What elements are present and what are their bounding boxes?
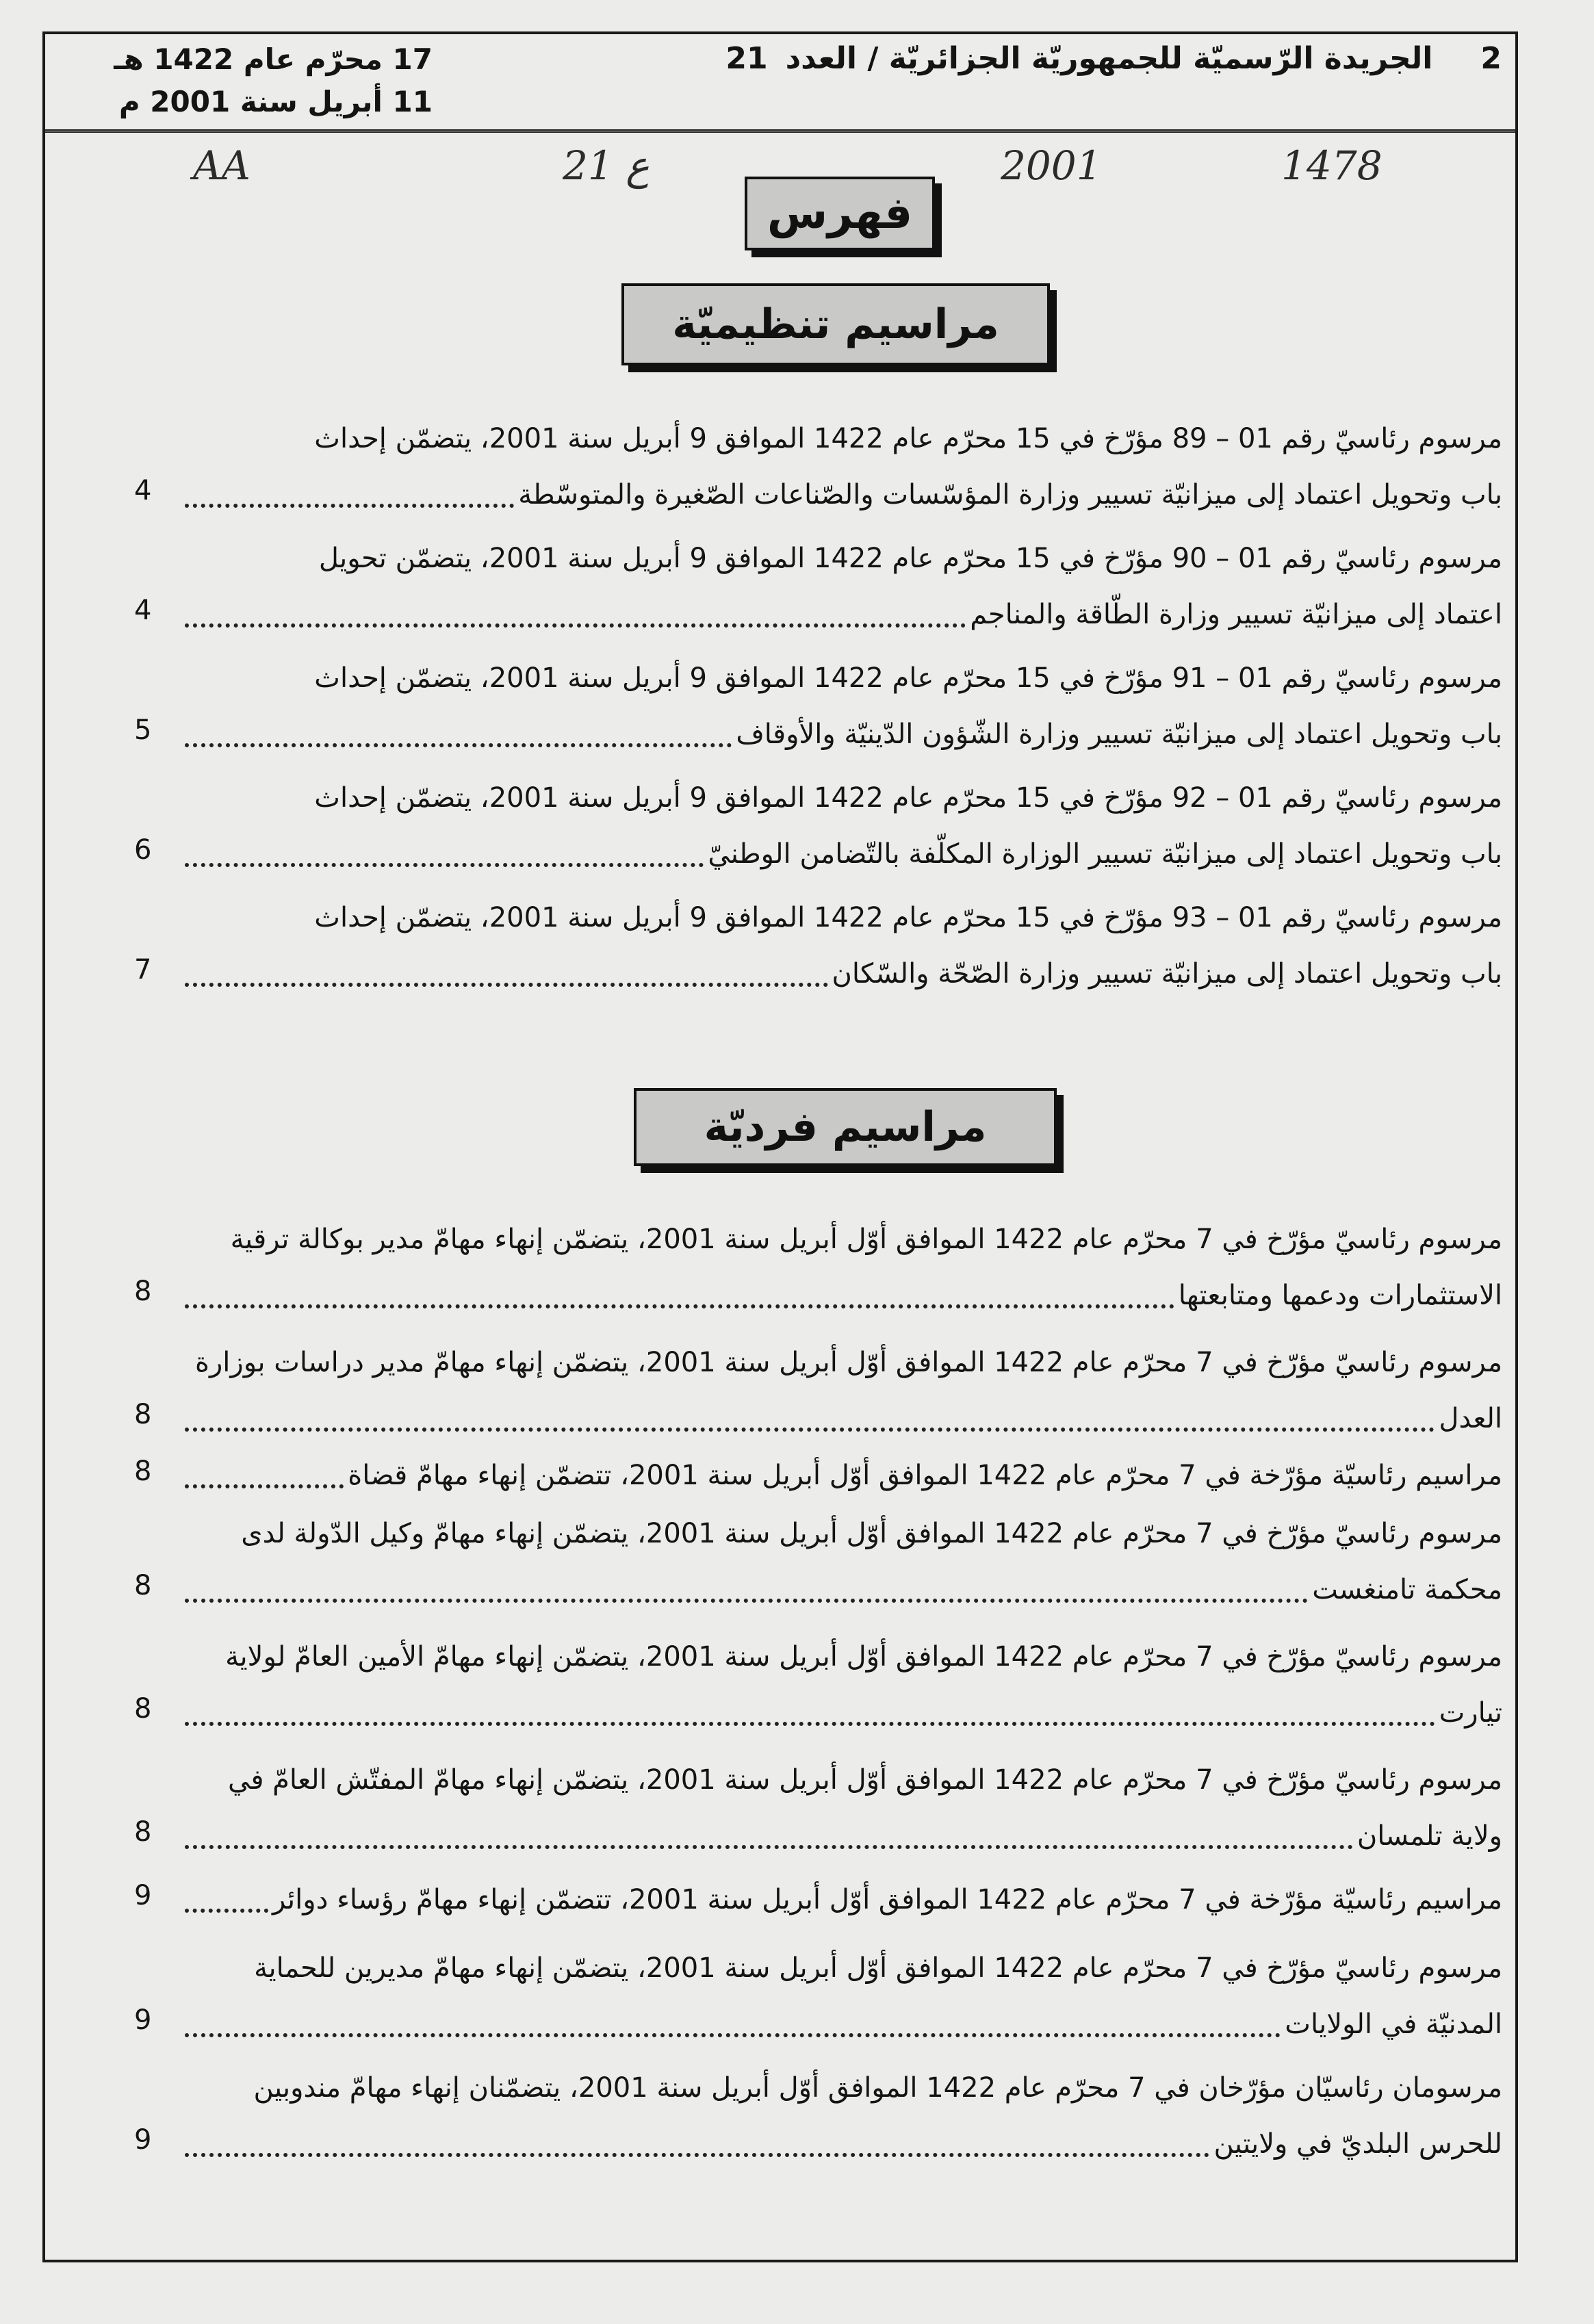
index-entry xyxy=(134,1629,1502,1741)
entry-line-1: مرسوم رئاسيّ مؤرّخ في 7 محرّم عام 1422 الموافق أوّل أبريل سنة 2001، يتضمّن إنهاء مهامّ مديرين للحماية xyxy=(254,1952,1502,1984)
dot-leader xyxy=(185,1562,1308,1603)
entry-line-2: باب وتحويل اعتماد إلى ميزانيّة تسيير وزارة الصّحّة والسّكان xyxy=(832,958,1502,990)
entry-line-1: مرسوم رئاسيّ مؤرّخ في 7 محرّم عام 1422 الموافق أوّل أبريل سنة 2001، يتضمّن إنهاء مهامّ وكيل الدّولة لدى xyxy=(241,1518,1502,1549)
handwritten-left: AA xyxy=(193,142,250,189)
entry-page-number: 5 xyxy=(134,714,152,746)
entry-line-1: مرسوم رئاسيّ مؤرّخ في 7 محرّم عام 1422 الموافق أوّل أبريل سنة 2001، يتضمّن إنهاء مهامّ الأمين العامّ لولاية xyxy=(225,1641,1502,1673)
index-entry xyxy=(134,770,1502,882)
dot-leader xyxy=(185,1391,1435,1432)
dot-leader xyxy=(185,1447,344,1488)
entry-line-2: ولاية تلمسان xyxy=(1357,1820,1502,1852)
entry-line-2: تيارت xyxy=(1439,1697,1502,1729)
entry-page-number: 4 xyxy=(134,475,152,506)
entry-line-1: مرسوم رئاسيّ مؤرّخ في 7 محرّم عام 1422 الموافق أوّل أبريل سنة 2001، يتضمّن إنهاء مهامّ المفتّش العامّ في xyxy=(227,1764,1502,1796)
entry-page-number: 8 xyxy=(134,1816,152,1848)
dot-leader xyxy=(185,1808,1353,1849)
entry-page-number: 8 xyxy=(134,1693,152,1725)
index-title: فهرس xyxy=(745,177,935,250)
index-entry xyxy=(134,1940,1502,2052)
dot-leader xyxy=(185,586,966,628)
section-title-regulatory: مراسيم تنظيميّة xyxy=(621,283,1050,365)
index-entry xyxy=(134,1752,1502,1864)
index-entry xyxy=(134,890,1502,1002)
dot-leader xyxy=(185,1267,1174,1308)
index-entry xyxy=(134,411,1502,523)
entry-line-1: مرسوم رئاسيّ مؤرّخ في 7 محرّم عام 1422 الموافق أوّل أبريل سنة 2001، يتضمّن إنهاء مهامّ مدير دراسات بوزارة xyxy=(195,1347,1502,1378)
entry-line-2: محكمة تامنغست xyxy=(1312,1574,1502,1605)
entry-line-2: مراسيم رئاسيّة مؤرّخة في 7 محرّم عام 1422 الموافق أوّل أبريل سنة 2001، تتضمّن إنهاء مهامّ رؤساء دوائر xyxy=(272,1884,1502,1915)
index-entry xyxy=(134,1334,1502,1447)
entry-line-1: مرسوم رئاسيّ رقم 01 – 92 مؤرّخ في 15 محرّم عام 1422 الموافق 9 أبريل سنة 2001، يتضمّن إحداث xyxy=(314,782,1502,814)
header-title-line xyxy=(725,41,1502,76)
index-entry xyxy=(134,1872,1502,1928)
index-entry xyxy=(134,1211,1502,1324)
handwritten-right: 1478 xyxy=(1281,142,1383,189)
gregorian-date: 11 أبريل سنة 2001 م xyxy=(118,85,433,118)
entry-page-number: 8 xyxy=(134,1456,152,1487)
handwritten-middle: 21 ع xyxy=(563,142,650,189)
dot-leader xyxy=(185,1872,268,1913)
header-dates xyxy=(49,38,433,123)
entry-line-2: الاستثمارات ودعمها ومتابعتها xyxy=(1178,1280,1502,1311)
entry-page-number: 6 xyxy=(134,834,152,866)
page-number: 2 xyxy=(1480,41,1502,76)
dot-leader xyxy=(185,467,514,508)
section-title-individual: مراسيم فرديّة xyxy=(634,1088,1057,1166)
index-entry xyxy=(134,650,1502,762)
entry-page-number: 8 xyxy=(134,1276,152,1307)
hijri-date: 17 محرّم عام 1422 هـ xyxy=(114,42,433,76)
entry-line-1: مرسوم رئاسيّ رقم 01 – 90 مؤرّخ في 15 محرّم عام 1422 الموافق 9 أبريل سنة 2001، يتضمّن تحويل xyxy=(318,543,1502,574)
dot-leader xyxy=(185,946,828,987)
entry-line-1: مرسوم رئاسيّ مؤرّخ في 7 محرّم عام 1422 الموافق أوّل أبريل سنة 2001، يتضمّن إنهاء مهامّ مدير بوكالة ترقية xyxy=(230,1224,1502,1255)
dot-leader xyxy=(185,1685,1435,1726)
page-header xyxy=(42,31,1518,133)
entry-page-number: 7 xyxy=(134,954,152,985)
dot-leader xyxy=(185,706,732,747)
dot-leader xyxy=(185,826,704,867)
entry-page-number: 9 xyxy=(134,1880,152,1911)
entry-line-2: باب وتحويل اعتماد إلى ميزانيّة تسيير الوزارة المكلّفة بالتّضامن الوطنيّ xyxy=(708,838,1502,870)
index-entry xyxy=(134,1506,1502,1618)
index-entry xyxy=(134,2060,1502,2172)
entry-line-1: مرسوم رئاسيّ رقم 01 – 91 مؤرّخ في 15 محرّم عام 1422 الموافق 9 أبريل سنة 2001، يتضمّن إحداث xyxy=(314,662,1502,694)
entry-line-2: العدل xyxy=(1439,1403,1502,1434)
entry-page-number: 9 xyxy=(134,2004,152,2036)
entry-line-2: باب وتحويل اعتماد إلى ميزانيّة تسيير وزارة الشّؤون الدّينيّة والأوقاف xyxy=(736,719,1502,750)
dot-leader xyxy=(185,1996,1281,2037)
entry-line-2: مراسيم رئاسيّة مؤرّخة في 7 محرّم عام 1422 الموافق أوّل أبريل سنة 2001، تتضمّن إنهاء مهامّ قضاة xyxy=(348,1460,1502,1491)
index-entry xyxy=(134,530,1502,643)
entry-line-2: باب وتحويل اعتماد إلى ميزانيّة تسيير وزارة المؤسّسات والصّناعات الصّغيرة والمتوسّطة xyxy=(518,479,1502,511)
entry-line-1: مرسوم رئاسيّ رقم 01 – 93 مؤرّخ في 15 محرّم عام 1422 الموافق 9 أبريل سنة 2001، يتضمّن إحداث xyxy=(314,902,1502,933)
entry-line-2: للحرس البلديّ في ولايتين xyxy=(1213,2128,1502,2160)
issue-number: 21 xyxy=(725,41,768,76)
entry-page-number: 8 xyxy=(134,1570,152,1601)
entry-page-number: 4 xyxy=(134,595,152,626)
entry-line-1: مرسومان رئاسيّان مؤرّخان في 7 محرّم عام 1422 الموافق أوّل أبريل سنة 2001، يتضمّنان إنهاء مهامّ مندوبين xyxy=(253,2072,1502,2104)
entry-page-number: 9 xyxy=(134,2124,152,2156)
entry-page-number: 8 xyxy=(134,1399,152,1430)
dot-leader xyxy=(185,2116,1209,2157)
entry-line-1: مرسوم رئاسيّ رقم 01 – 89 مؤرّخ في 15 محرّم عام 1422 الموافق 9 أبريل سنة 2001، يتضمّن إحداث xyxy=(314,423,1502,454)
handwritten-year: 2001 xyxy=(1001,142,1102,189)
index-entry xyxy=(134,1447,1502,1503)
entry-line-2: اعتماد إلى ميزانيّة تسيير وزارة الطّاقة والمناجم xyxy=(970,599,1502,630)
gazette-title: الجريدة الرّسميّة للجمهوريّة الجزائريّة / العدد xyxy=(785,41,1433,76)
entry-line-2: المدنيّة في الولايات xyxy=(1285,2009,1502,2040)
